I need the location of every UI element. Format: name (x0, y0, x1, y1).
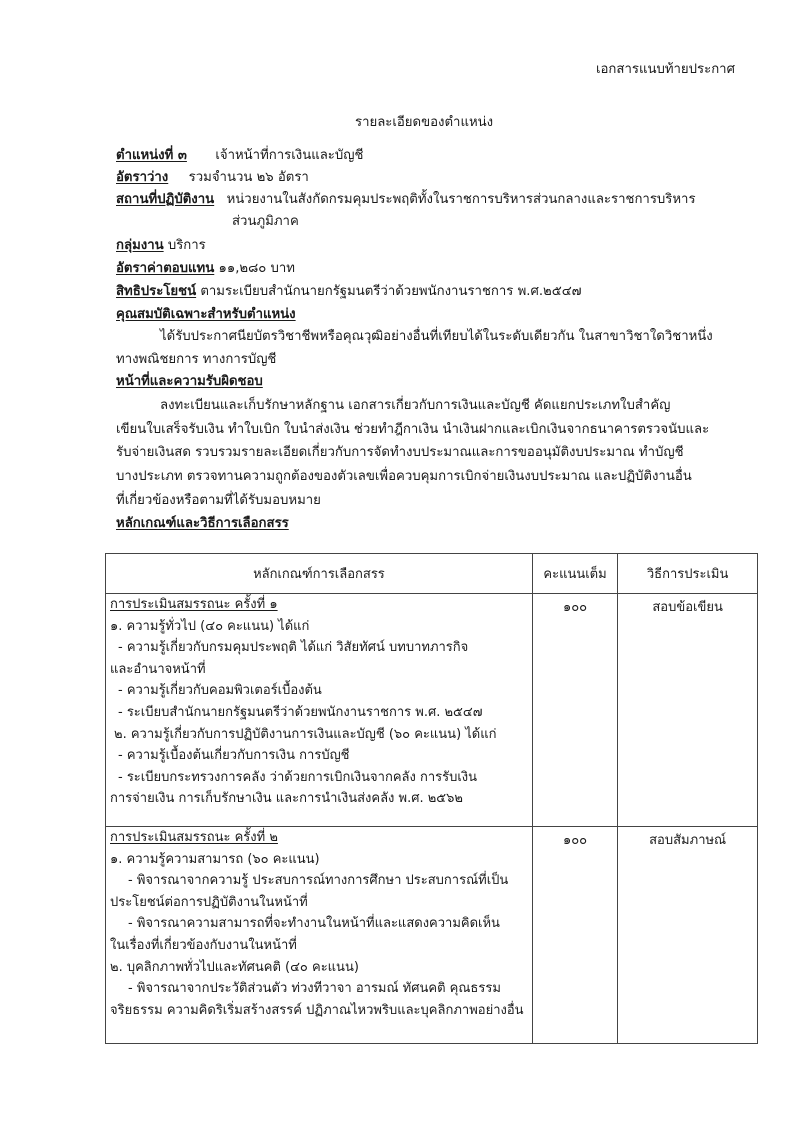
qualifications-heading: คุณสมบัติเฉพาะสำหรับตำแหน่ง (116, 307, 296, 322)
qualifications-line: ทางพณิชยการ ทางการบัญชี (116, 352, 277, 367)
duties-heading: หน้าที่และความรับผิดชอบ (116, 374, 263, 389)
duties-line: บางประเภท ตรวจทานความถูกต้องของตัวเลขเพื่อควบคุมการเบิกจ่ายเงินงบประมาณ และปฏิบัติงานอื่น (116, 469, 692, 484)
round-title: การประเมินสมรรถนะ ครั้งที่ ๑ (110, 597, 278, 612)
criteria-line: - พิจารณาความสามารถที่จะทำงานในหน้าที่และแสดงความคิดเห็น (128, 916, 500, 932)
group-row (116, 236, 206, 256)
full-score-cell: ๑๐๐ (532, 827, 617, 1044)
workplace-row (116, 190, 696, 210)
criteria-line: - พิจารณาจากความรู้ ประสบการณ์ทางการศึกษา ประสบการณ์ที่เป็น (128, 873, 509, 889)
workplace-value: หน่วยงานในสังกัดกรมคุมประพฤติทั้งในราชการบริหารส่วนกลางและราชการบริหาร (226, 192, 696, 207)
criteria-line: - ความรู้เกี่ยวกับกรมคุมประพฤติ ได้แก่ วิสัยทัศน์ บทบาทภารกิจ (118, 640, 469, 656)
selection-criteria-table (105, 553, 758, 1044)
vacancy-value: รวมจำนวน ๒๖ อัตรา (188, 170, 309, 185)
duties-line: ที่เกี่ยวข้องหรือตามที่ได้รับมอบหมาย (116, 493, 321, 508)
page-title: รายละเอียดของตำแหน่ง (355, 115, 494, 130)
full-score-cell: ๑๐๐ (532, 594, 617, 827)
salary-row (116, 259, 295, 279)
criteria-cell (106, 827, 533, 1044)
workplace-value-cont: ส่วนภูมิภาค (232, 214, 299, 229)
method-cell: สอบข้อเขียน (618, 594, 758, 827)
criteria-line: ประโยชน์ต่อการปฏิบัติงานในหน้าที่ (110, 894, 308, 910)
table-row (106, 827, 758, 1044)
qualifications-line: ได้รับประกาศนียบัตรวิชาชีพหรือคุณวุฒิอย่างอื่นที่เทียบได้ในระดับเดียวกัน ในสาขาวิชาใดวิชาหนึ่ง (160, 329, 713, 344)
group-value: บริการ (167, 238, 206, 253)
duties-line: รับจ่ายเงินสด รวบรวมรายละเอียดเกี่ยวกับการจัดทำงบประมาณและการขออนุมัติงบประมาณ ทำบัญชี (116, 445, 684, 460)
criteria-line: - พิจารณาจากประวัติส่วนตัว ท่วงทีวาจา อารมณ์ ทัศนคติ คุณธรรม (128, 981, 501, 997)
criteria-line: - ความรู้เบื้องต้นเกี่ยวกับการเงิน การบัญชี (118, 748, 350, 764)
round-title: การประเมินสมรรถนะ ครั้งที่ ๒ (110, 830, 278, 845)
criteria-line: - ระเบียบสำนักนายกรัฐมนตรีว่าด้วยพนักงานราชการ พ.ศ. ๒๕๔๗ (118, 704, 483, 720)
table-header-row (106, 554, 758, 594)
group-label: กลุ่มงาน (116, 238, 164, 253)
duties-line: เขียนใบเสร็จรับเงิน ทำใบเบิก ใบนำส่งเงิน ช่วยทำฎีกาเงิน นำเงินฝากและเบิกเงินจากธนาคารตรวจนับและ (116, 422, 710, 437)
position-row (116, 146, 363, 166)
salary-label: อัตราค่าตอบแทน (116, 261, 215, 276)
criteria-line: ๒. บุคลิกภาพทั่วไปและทัศนคติ (๔๐ คะแนน) (110, 959, 359, 975)
benefits-row (116, 282, 582, 302)
vacancy-label: อัตราว่าง (116, 170, 169, 185)
position-number-label: ตำแหน่งที่ ๓ (116, 148, 187, 163)
criteria-line: - ระเบียบกระทรวงการคลัง ว่าด้วยการเบิกเงินจากคลัง การรับเงิน (118, 769, 478, 785)
criteria-line: การจ่ายเงิน การเก็บรักษาเงิน และการนำเงินส่งคลัง พ.ศ. ๒๕๖๒ (110, 791, 463, 807)
column-header-criteria: หลักเกณฑ์การเลือกสรร (106, 554, 533, 594)
criteria-line: ๒. ความรู้เกี่ยวกับการปฏิบัติงานการเงินและบัญชี (๖๐ คะแนน) ได้แก่ (114, 726, 497, 742)
criteria-cell (106, 594, 533, 827)
duties-line: ลงทะเบียนและเก็บรักษาหลักฐาน เอกสารเกี่ยวกับการเงินและบัญชี คัดแยกประเภทใบสำคัญ (160, 398, 671, 413)
benefits-label: สิทธิประโยชน์ (116, 284, 197, 299)
selection-heading: หลักเกณฑ์และวิธีการเลือกสรร (116, 516, 289, 531)
benefits-value: ตามระเบียบสำนักนายกรัฐมนตรีว่าด้วยพนักงานราชการ พ.ศ.๒๕๔๗ (200, 284, 582, 299)
workplace-label: สถานที่ปฏิบัติงาน (116, 192, 215, 207)
criteria-line: ๑. ความรู้ทั่วไป (๔๐ คะแนน) ได้แก่ (110, 618, 310, 634)
criteria-line: - ความรู้เกี่ยวกับคอมพิวเตอร์เบื้องต้น (118, 683, 322, 699)
vacancy-row (116, 168, 309, 188)
table-row (106, 594, 758, 827)
column-header-full-score: คะแนนเต็ม (532, 554, 617, 594)
criteria-line: และอำนาจหน้าที่ (110, 661, 206, 677)
method-cell: สอบสัมภาษณ์ (618, 827, 758, 1044)
salary-value: ๑๑,๒๘๐ บาท (218, 261, 295, 276)
column-header-method: วิธีการประเมิน (618, 554, 758, 594)
criteria-line: จริยธรรม ความคิดริเริ่มสร้างสรรค์ ปฏิภาณไหวพริบและบุคลิกภาพอย่างอื่น (110, 1002, 524, 1018)
annex-label: เอกสารแนบท้ายประกาศ (596, 62, 735, 77)
criteria-line: ในเรื่องที่เกี่ยวข้องกับงานในหน้าที่ (110, 937, 297, 953)
criteria-line: ๑. ความรู้ความสามารถ (๖๐ คะแนน) (110, 851, 320, 867)
position-name: เจ้าหน้าที่การเงินและบัญชี (215, 148, 364, 163)
